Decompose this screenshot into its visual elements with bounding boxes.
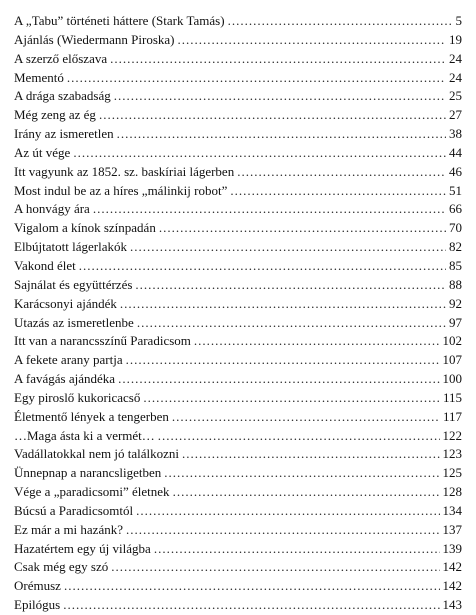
toc-entry [14, 125, 462, 144]
toc-entry-title: Sajnálat és együttérzés [14, 276, 133, 292]
toc-entry-title: Itt vagyunk az 1852. sz. baskíriai lágerben [14, 163, 235, 179]
toc-entry-title: Most indul be az a híres „málinkij robot” [14, 182, 228, 198]
toc-entry [14, 483, 462, 502]
toc-entry-page-number: 24 [449, 69, 462, 85]
toc-entry-page-number: 107 [442, 352, 462, 368]
toc-entry [14, 12, 462, 31]
toc-entry [14, 144, 462, 163]
dot-leader [93, 200, 446, 219]
toc-entry-title: Vadállatokkal nem jó találkozni [14, 446, 179, 462]
toc-entry-title: Még zeng az ég [14, 107, 96, 123]
toc-entry-title: A fekete arany partja [14, 352, 123, 368]
toc-entry-page-number: 19 [449, 31, 462, 47]
toc-entry-title: Elbújtatott lágerlakók [14, 239, 127, 255]
toc-entry-page-number: 137 [442, 521, 462, 537]
toc-entry-title: Az út vége [14, 144, 71, 160]
toc-entry [14, 69, 462, 88]
toc-entry-page-number: 128 [442, 484, 462, 500]
dot-leader [177, 31, 446, 50]
toc-entry-title: A honvágy ára [14, 201, 90, 217]
toc-entry-title: Hazatértem egy új világba [14, 540, 151, 556]
toc-entry-page-number: 142 [442, 559, 462, 575]
toc-entry-page-number: 66 [449, 201, 462, 217]
toc-entry-title: Irány az ismeretlen [14, 126, 114, 142]
toc-entry [14, 276, 462, 295]
toc-entry-page-number: 25 [449, 88, 462, 104]
toc-entry [14, 200, 462, 219]
toc-entry-page-number: 142 [442, 578, 462, 594]
toc-entry-page-number: 102 [442, 333, 462, 349]
toc-entry [14, 370, 462, 389]
table-of-contents [14, 12, 462, 615]
toc-entry [14, 558, 462, 577]
toc-entry [14, 219, 462, 238]
toc-entry-title: Egy piroslő kukoricacső [14, 389, 141, 405]
toc-entry-page-number: 143 [442, 597, 462, 613]
dot-leader [143, 389, 440, 408]
dot-leader [158, 427, 440, 446]
toc-entry-title: Karácsonyi ajándék [14, 295, 117, 311]
toc-entry-title: A „Tabu” történeti háttere (Stark Tamás) [14, 13, 225, 28]
toc-entry [14, 521, 462, 540]
toc-entry-title: Ünnepnap a narancsligetben [14, 465, 162, 481]
dot-leader [228, 12, 453, 31]
dot-leader [130, 238, 446, 257]
toc-entry-page-number: 82 [449, 239, 462, 255]
toc-entry [14, 257, 462, 276]
toc-entry-page-number: 122 [442, 427, 462, 443]
toc-entry-page-number: 100 [442, 371, 462, 387]
toc-entry-title: A favágás ajándéka [14, 371, 116, 387]
toc-entry-title: Életmentő lények a tengerben [14, 408, 169, 424]
toc-entry [14, 314, 462, 333]
toc-entry-title: …Maga ásta ki a vermét… [14, 427, 155, 443]
toc-entry [14, 464, 462, 483]
toc-entry-title: Csak még egy szó [14, 559, 109, 575]
dot-leader [118, 370, 439, 389]
toc-entry-title: Vakond élet [14, 257, 76, 273]
toc-entry [14, 87, 462, 106]
toc-entry-page-number: 88 [449, 276, 462, 292]
toc-entry [14, 50, 462, 69]
toc-entry-page-number: 24 [449, 50, 462, 66]
toc-entry-title: Orémusz [14, 578, 61, 594]
dot-leader [159, 219, 446, 238]
toc-entry-page-number: 117 [442, 408, 462, 424]
toc-entry-title: Vége a „paradicsomi” életnek [14, 484, 170, 500]
dot-leader [194, 332, 440, 351]
dot-leader [99, 106, 446, 125]
toc-entry [14, 540, 462, 559]
dot-leader [79, 257, 446, 276]
toc-entry [14, 295, 462, 314]
dot-leader [73, 144, 446, 163]
dot-leader [154, 540, 440, 559]
toc-entry-page-number: 92 [449, 295, 462, 311]
toc-entry-page-number: 139 [442, 540, 462, 556]
dot-leader [173, 483, 440, 502]
dot-leader [114, 87, 446, 106]
dot-leader [164, 464, 439, 483]
dot-leader [137, 314, 446, 333]
toc-entry [14, 389, 462, 408]
toc-entry [14, 163, 462, 182]
toc-entry-page-number: 85 [449, 257, 462, 273]
toc-entry [14, 31, 462, 50]
toc-entry [14, 408, 462, 427]
toc-entry [14, 106, 462, 125]
toc-entry [14, 596, 462, 615]
toc-entry-page-number: 97 [449, 314, 462, 330]
dot-leader [120, 295, 446, 314]
toc-entry-title: A drága szabadság [14, 88, 111, 104]
dot-leader [135, 276, 446, 295]
toc-entry-title: Búcsú a Paradicsomtól [14, 502, 134, 518]
toc-entry-page-number: 5 [455, 13, 462, 28]
toc-entry-title: Utazás az ismeretlenbe [14, 314, 134, 330]
toc-entry-page-number: 27 [449, 107, 462, 123]
toc-entry-title: Ez már a mi hazánk? [14, 521, 123, 537]
dot-leader [110, 50, 446, 69]
toc-entry-page-number: 46 [449, 163, 462, 179]
toc-entry-page-number: 125 [442, 465, 462, 481]
toc-entry-page-number: 44 [449, 144, 462, 160]
toc-entry [14, 238, 462, 257]
dot-leader [117, 125, 446, 144]
toc-entry [14, 351, 462, 370]
toc-entry-page-number: 38 [449, 126, 462, 142]
dot-leader [136, 502, 439, 521]
toc-entry [14, 427, 462, 446]
dot-leader [111, 558, 439, 577]
dot-leader [63, 596, 439, 615]
dot-leader [126, 351, 440, 370]
toc-entry [14, 577, 462, 596]
toc-entry-title: Mementó [14, 69, 64, 85]
toc-entry-page-number: 123 [442, 446, 462, 462]
toc-entry-page-number: 115 [442, 389, 462, 405]
dot-leader [64, 577, 440, 596]
toc-entry-page-number: 134 [442, 502, 462, 518]
toc-entry [14, 502, 462, 521]
toc-entry-title: A szerző előszava [14, 50, 108, 66]
dot-leader [237, 163, 446, 182]
dot-leader [172, 408, 440, 427]
toc-entry-page-number: 70 [449, 220, 462, 236]
toc-entry [14, 332, 462, 351]
dot-leader [230, 182, 446, 201]
toc-entry [14, 445, 462, 464]
dot-leader [126, 521, 440, 540]
toc-entry-title: Itt van a narancsszínű Paradicsom [14, 333, 191, 349]
toc-entry-page-number: 51 [449, 182, 462, 198]
dot-leader [182, 445, 440, 464]
toc-entry-title: Ajánlás (Wiedermann Piroska) [14, 31, 175, 47]
toc-entry-title: Epilógus [14, 597, 61, 613]
toc-entry-title: Vigalom a kínok színpadán [14, 220, 156, 236]
toc-entry [14, 182, 462, 201]
dot-leader [67, 69, 446, 88]
